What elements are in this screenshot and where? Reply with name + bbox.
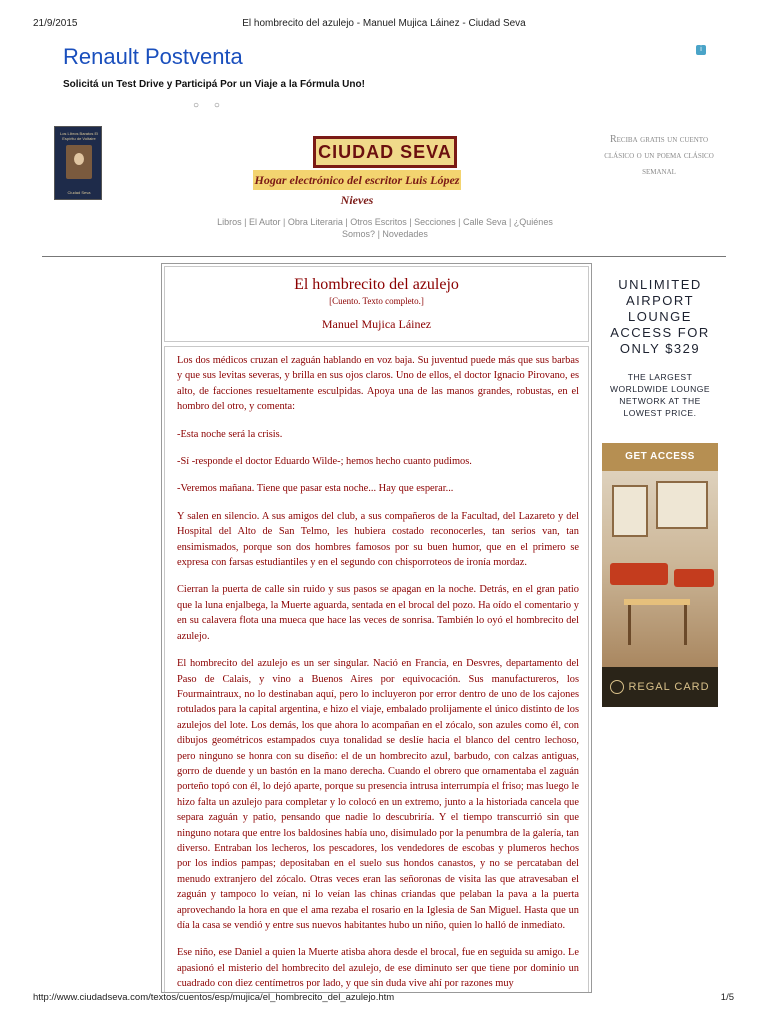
logo-tagline: Hogar electrónico del escritor Luis López Nieves <box>253 170 461 190</box>
ad-headline-line: UNLIMITED <box>618 277 702 292</box>
paragraph: Y salen en silencio. A sus amigos del club, a sus compañeros de la Facultad, del Lazareto y del Hospital del Alto de San Telmo, les hubiera costado reconocerles, tan serios van, tan ensimismados, porque son dos hombres famosos por su buen humor, que en el primero se expresa con farsas estudiantiles y en el segundo con chisporroteos de ironía mordaz. <box>177 510 579 569</box>
print-page-number: 1/5 <box>720 992 734 1003</box>
paragraph: -Veremos mañana. Tiene que pasar esta noche... Hay que esperar... <box>177 483 454 495</box>
paragraph: Ese niño, ese Daniel a quien la Muerte atisba ahora desde el brocal, fue en seguida su amigo. Le apasionó el misterio del hombrecito del azulejo, de ese diminuto ser que tiene por dominio un cuadrado con diez centímetros por lado, y que sin duda vive ahí por razones muy <box>177 947 579 990</box>
divider <box>42 256 726 257</box>
ad-headline-line: ONLY $329 <box>619 341 701 356</box>
adchoices-icon[interactable]: i <box>696 45 706 55</box>
newsletter-promo[interactable]: Reciba gratis un cuento clásico o un poema clásico semanal <box>604 134 714 177</box>
article-author: Manuel Mujica Láinez <box>321 317 432 331</box>
article-body <box>164 346 589 993</box>
paragraph: -Sí -responde el doctor Eduardo Wilde-; hemos hecho cuanto pudimos. <box>177 456 472 468</box>
regal-seal-icon <box>610 680 624 694</box>
ad-carousel-dots[interactable]: ○ ○ <box>193 100 226 111</box>
article-title: El hombrecito del azulejo <box>294 276 459 293</box>
top-text-ad <box>63 44 365 111</box>
book-cover-image[interactable] <box>54 126 102 200</box>
ad-body-line: LOWEST PRICE. <box>623 408 697 418</box>
ad-headline-line: AIRPORT <box>625 293 695 308</box>
paragraph: -Esta noche será la crisis. <box>177 428 283 440</box>
ad-title-link[interactable]: Renault Postventa <box>63 44 243 69</box>
book-portrait <box>66 145 92 179</box>
get-access-button[interactable]: GET ACCESS <box>602 443 718 471</box>
ad-body-line: WORLDWIDE LOUNGE <box>609 384 711 394</box>
ad-brand: REGAL CARD <box>628 681 710 693</box>
book-cover-title: Los Libros Baratos El Espíritu de Voltaire <box>59 131 99 141</box>
ad-headline-line: LOUNGE <box>628 309 692 324</box>
ad-body-line: THE LARGEST <box>627 372 693 382</box>
logo-text: CIUDAD SEVA <box>318 142 452 162</box>
article-header <box>164 266 589 342</box>
ciudad-seva-logo[interactable] <box>313 136 457 168</box>
ad-body-line: NETWORK AT THE <box>619 396 701 406</box>
ad-headline <box>602 277 718 357</box>
ad-headline-line: ACCESS FOR <box>610 325 710 340</box>
print-date: 21/9/2015 <box>33 18 78 29</box>
ad-body <box>602 371 718 419</box>
ad-subtitle: Solicitá un Test Drive y Participá Por un Viaje a la Fórmula Uno! <box>63 79 365 90</box>
lounge-photo <box>602 471 718 667</box>
paragraph: Cierran la puerta de calle sin ruido y sus pasos se apagan en la noche. Detrás, en el gran patio que la luna enjalbega, la Muerte aguarda, sentada en el brocal del pozo. Ha oído el comentario y en su calavera flota una mueca que hace las veces de sonrisa. También lo oyó el hombrecito del azulejo. <box>177 584 579 642</box>
article-subtitle: [Cuento. Texto completo.] <box>329 296 424 306</box>
ad-brand-footer <box>602 667 718 707</box>
print-title: El hombrecito del azulejo - Manuel Mujica Láinez - Ciudad Seva <box>242 18 526 29</box>
print-url: http://www.ciudadseva.com/textos/cuentos/esp/mujica/el_hombrecito_del_azulejo.htm <box>33 992 395 1003</box>
side-banner-ad[interactable] <box>602 263 718 707</box>
article-container <box>161 263 592 993</box>
paragraph: El hombrecito del azulejo es un ser singular. Nació en Francia, en Desvres, departamento del Paso de Calais, y vino a Buenos Aires por equivocación. Sus manufactureros, los Fourmaintraux, no lo destinaban aquí, pero lo incluyeron por error dentro de uno de los cajones rotulados para la capital argentina, e hizo el viaje, embalado prolijamente el único distinto de los azulejos del lote. Los demás, los que ahora lo acompañan en el zócalo, son azules como él, con dibujos geométricos estampados cuya tonalidad se deslíe hacia el blanco del centro lechoso, pero ninguno se honra con su diseño: el de un hombrecito azul, barbudo, con calzas antiguas, gorro de duende y un bastón en la mano derecha. Cuando el obrero que ornamentaba el zaguán porteño topó con él, lo dejó aparte, porque su presencia intrusa interrumpía el friso; mas luego le hizo falta un azulejo para completar y lo colocó en un extremo, junto a la historiada cancela que separa zaguán y patio, pensando que nadie lo descubriría. Y el tiempo transcurrió sin que ninguno notara que entre los baldosines había uno, disimulado por la penumbra de la galería, tan diverso. Entraban los lecheros, los pescadores, los vendedores de escobas y plumeros hechos por los indios pampas; depositaban en el suelo sus hondos canastos, y no se percataban del menudo extranjero del zócalo. Otras veces eran las señoronas de visita las que atravesaban el zaguán y tampoco lo veían, ni lo veían las chinas criandas que pelaban la pava a la puerta aprovechando la hora en que el ama rezaba el rosario en la Iglesia de San Miguel. Hasta que un día la casa se vendió y entre sus nuevos habitantes hubo un niño, quien lo halló de inmediato. <box>177 658 579 931</box>
book-cover-footer: Ciudad Seva <box>67 190 91 195</box>
paragraph: Los dos médicos cruzan el zaguán hablando en voz baja. Su juventud puede más que sus barbas y que sus levitas severas, y brilla en sus ojos claros. Uno de ellos, el doctor Ignacio Pirovano, es alto, de facciones resueltamente esculpidas. Apoya una de las manos grandes, robustas, en el hombro del otro, y comenta: <box>177 355 579 413</box>
site-nav[interactable]: Libros | El Autor | Obra Literaria | Otros Escritos | Secciones | Calle Seva | ¿Quiénes Somos? | Novedades <box>217 217 553 239</box>
